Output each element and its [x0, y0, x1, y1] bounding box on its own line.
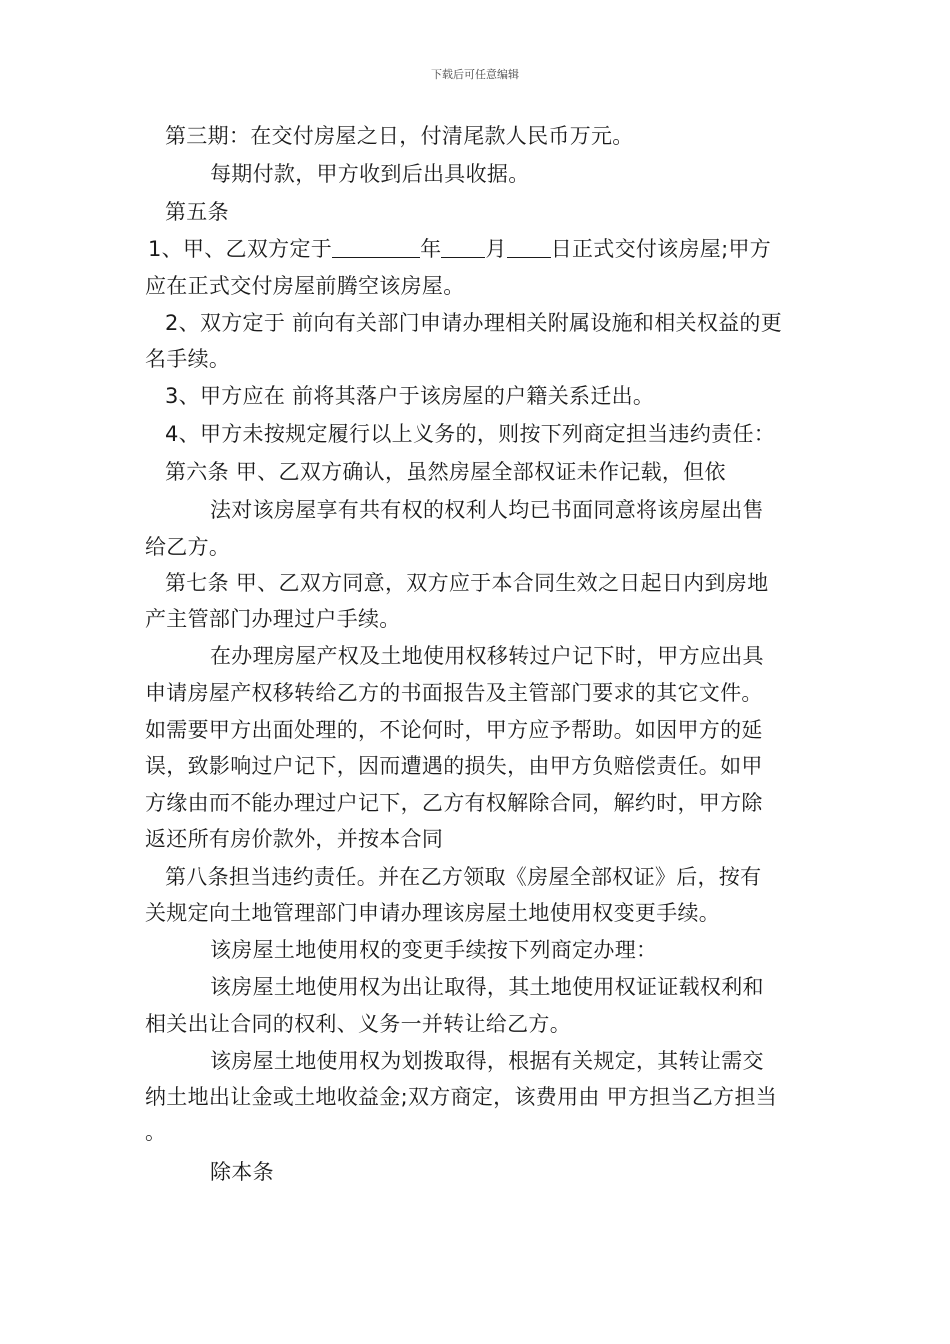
text-line: 关规定向土地管理部门申请办理该房屋土地使用权变更手续。: [145, 901, 721, 925]
text-line: 名手续。: [145, 347, 231, 371]
text-line: 相关出让合同的权利、义务一并转让给乙方。: [145, 1012, 571, 1036]
text-line: 第三期：在交付房屋之日，付清尾款人民币万元。: [165, 124, 634, 148]
text-line: 纳土地出让金或土地收益金;双方商定，该费用由 甲方担当乙方担当: [145, 1085, 778, 1109]
text-line: 在办理房屋产权及土地使用权移转过户记下时，甲方应出具: [210, 644, 764, 668]
text-line: 产主管部门办理过户手续。: [145, 607, 401, 631]
year-label: 年: [420, 237, 442, 261]
text-line: 申请房屋产权移转给乙方的书面报告及主管部门要求的其它文件。: [145, 681, 763, 705]
text-line: 第七条 甲、乙双方同意，双方应于本合同生效之日起日内到房地: [165, 571, 769, 595]
text-line: 法对该房屋享有共有权的权利人均已书面同意将该房屋出售: [210, 498, 764, 522]
text-line: 如需要甲方出面处理的，不论何时，甲方应予帮助。如因甲方的延: [145, 718, 763, 742]
text-line: 4、甲方未按规定履行以上义务的，则按下列商定担当违约责任：: [165, 422, 776, 446]
text-line: 返还所有房价款外，并按本合同: [145, 827, 444, 851]
clause-text-end: 日正式交付该房屋;甲方: [550, 237, 772, 261]
text-line: 该房屋土地使用权为划拨取得，根据有关规定，其转让需交: [210, 1049, 764, 1073]
text-line: [148, 235, 950, 263]
text-line: 每期付款，甲方收到后出具收据。: [210, 162, 530, 186]
text-line: 。: [145, 1120, 167, 1144]
month-label: 月: [485, 237, 507, 261]
text-line: 应在正式交付房屋前腾空该房屋。: [145, 274, 465, 298]
day-blank: [507, 237, 551, 258]
text-line: 该房屋土地使用权为出让取得，其土地使用权证证载权利和: [210, 975, 764, 999]
month-blank: [441, 237, 485, 258]
text-line: 第八条担当违约责任。并在乙方领取《房屋全部权证》后，按有: [165, 865, 762, 889]
clause-text: 1、甲、乙双方定于: [148, 237, 333, 261]
text-line: 给乙方。: [145, 535, 231, 559]
text-line: 第六条 甲、乙双方确认，虽然房屋全部权证未作记载，但依: [165, 460, 726, 484]
text-line: 误，致影响过户记下，因而遭遇的损失，由甲方负赔偿责任。如甲: [145, 754, 763, 778]
text-line: 3、甲方应在 前将其落户于该房屋的户籍关系迁出。: [165, 384, 655, 408]
text-line: 方缘由而不能办理过户记下，乙方有权解除合同，解约时，甲方除: [145, 791, 763, 815]
text-line: 除本条: [210, 1160, 274, 1184]
page-header: 下载后可任意编辑: [431, 68, 519, 81]
section-heading: 第五条: [165, 200, 229, 224]
text-line: 2、双方定于 前向有关部门申请办理相关附属设施和相关权益的更: [165, 311, 783, 335]
year-blank: [332, 237, 420, 258]
text-line: 该房屋土地使用权的变更手续按下列商定办理：: [210, 938, 658, 962]
